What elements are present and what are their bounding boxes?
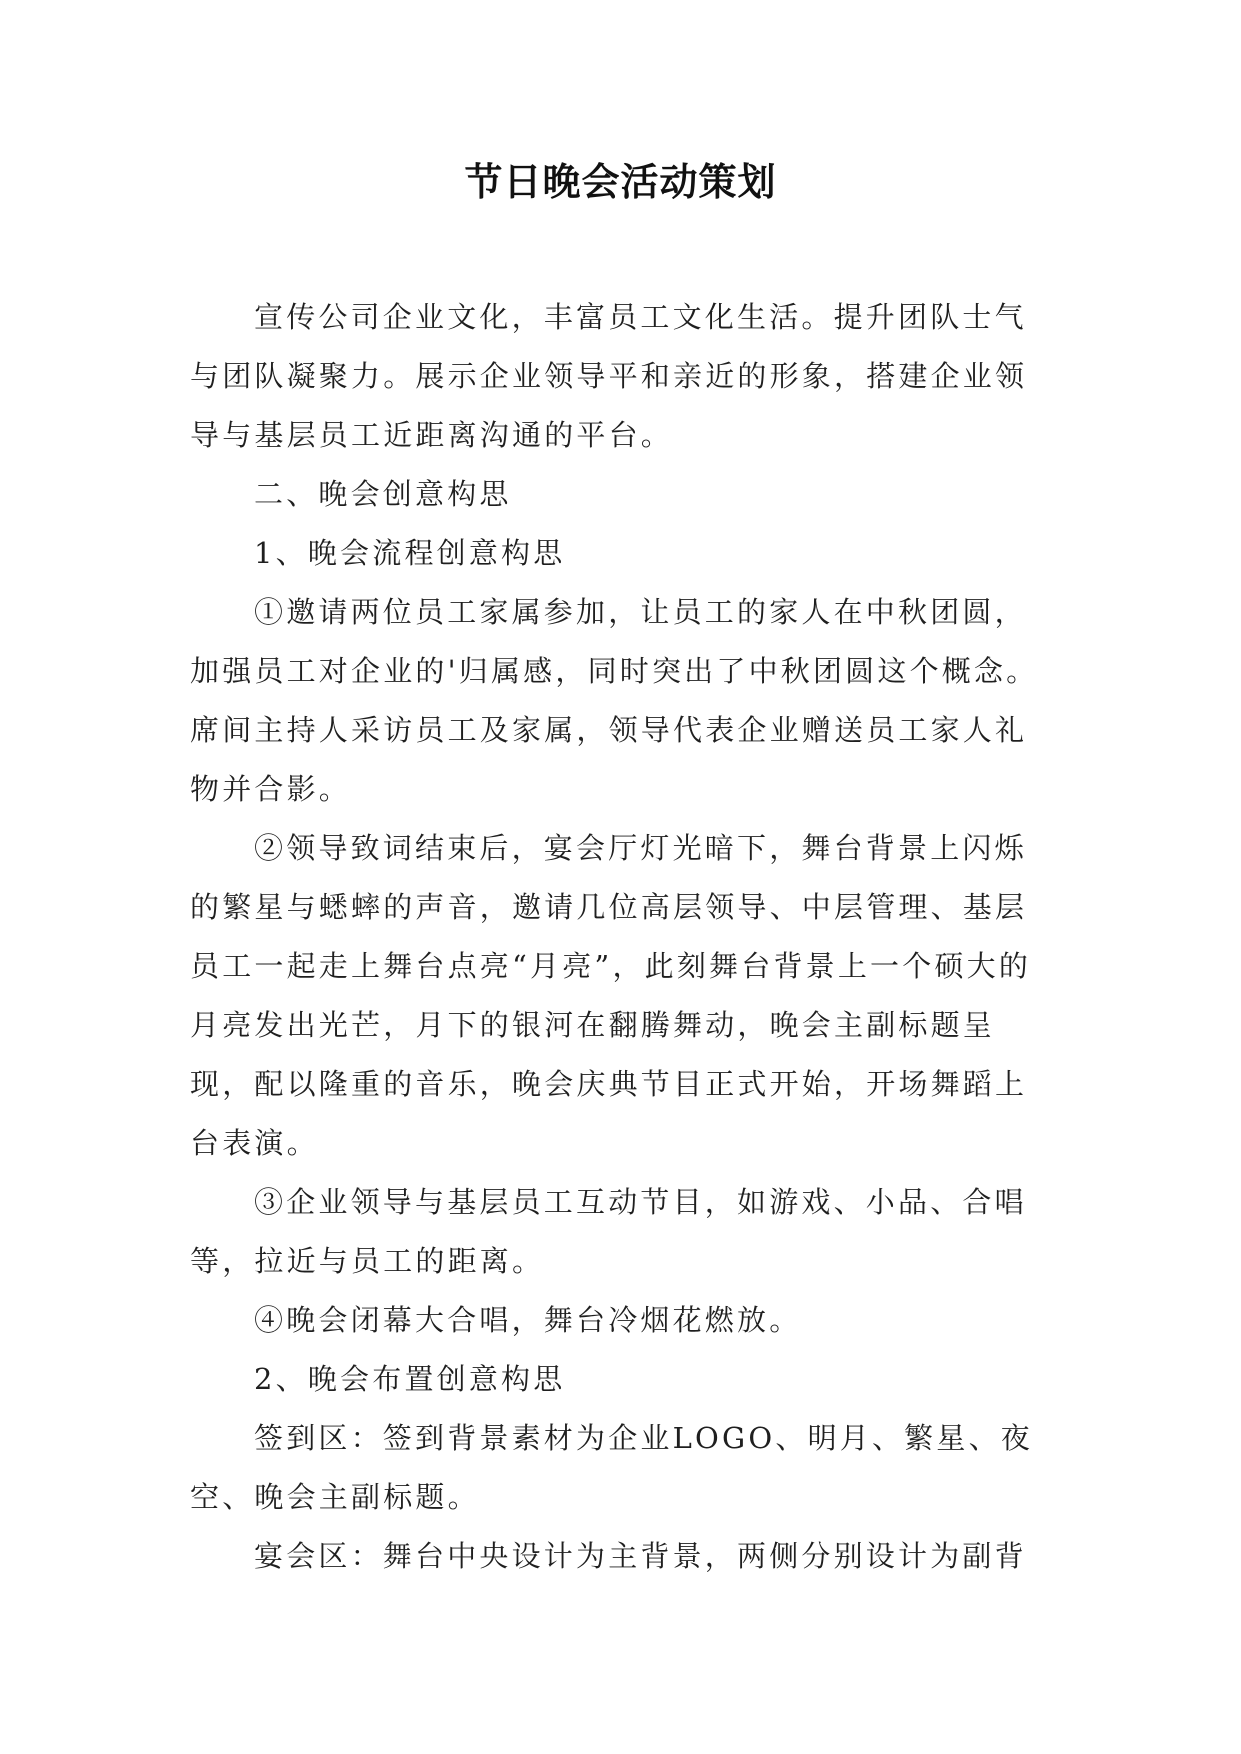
document-body <box>190 288 1052 1586</box>
section-heading-creative-concept: 二、晚会创意构思 <box>254 477 512 511</box>
paragraph-item-2: ②领导致词结束后，宴会厅灯光暗下，舞台背景上闪烁的繁星与蟋蟀的声音，邀请几位高层领导、中层管理、基层员工一起走上舞台点亮“月亮”，此刻舞台背景上一个硕大的月亮发出光芒，月下的银河在翻腾舞动，晚会主副标题呈现，配以隆重的音乐，晚会庆典节目正式开始，开场舞蹈上台表演。 <box>190 831 1032 1160</box>
paragraph-signin-area: 签到区：签到背景素材为企业LOGO、明月、繁星、夜空、晚会主副标题。 <box>190 1421 1033 1514</box>
subsection-heading-layout: 2、晚会布置创意构思 <box>254 1362 566 1396</box>
paragraph-item-1: ①邀请两位员工家属参加，让员工的家人在中秋团圆，加强员工对企业的'归属感，同时突出了中秋团圆这个概念。席间主持人采访员工及家属，领导代表企业赠送员工家人礼物并合影。 <box>190 595 1039 806</box>
document-title: 节日晚会活动策划 <box>464 160 777 204</box>
paragraph-item-4: ④晚会闭幕大合唱，舞台冷烟花燃放。 <box>254 1303 802 1337</box>
paragraph-item-3: ③企业领导与基层员工互动节目，如游戏、小品、合唱等，拉近与员工的距离。 <box>190 1185 1027 1278</box>
paragraph-banquet-area: 宴会区：舞台中央设计为主背景，两侧分别设计为副背 <box>254 1539 1027 1573</box>
paragraph-intro: 宣传公司企业文化，丰富员工文化生活。提升团队士气与团队凝聚力。展示企业领导平和亲近的形象，搭建企业领导与基层员工近距离沟通的平台。 <box>190 300 1028 452</box>
subsection-heading-flow: 1、晚会流程创意构思 <box>254 536 566 570</box>
